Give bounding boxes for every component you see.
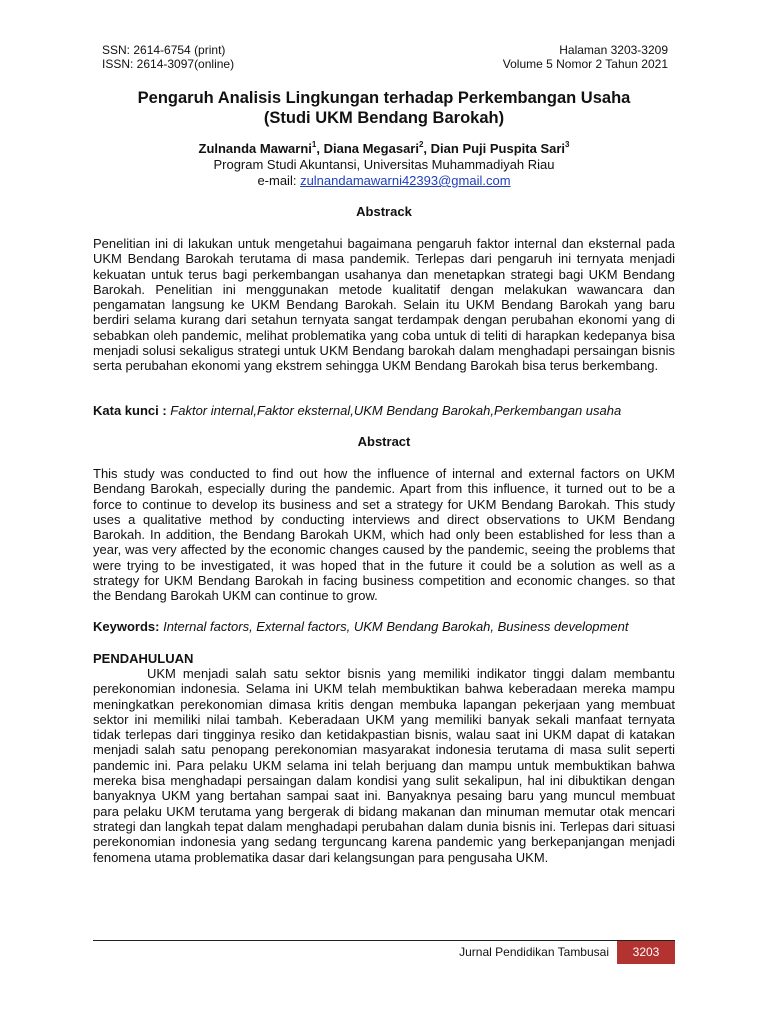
issn-print: SSN: 2614-6754 (print) [102, 43, 226, 57]
title-line-2: (Studi UKM Bendang Barokah) [263, 109, 505, 127]
author-1: Zulnanda Mawarni [198, 141, 312, 156]
pendahuluan-heading: PENDAHULUAN [93, 651, 194, 666]
header-issn [102, 43, 234, 71]
volume-issue: Volume 5 Nomor 2 Tahun 2021 [502, 57, 668, 71]
issn-online: ISSN: 2614-3097(online) [102, 57, 235, 71]
author-1-affil: 1 [311, 140, 317, 149]
author-2-affil: 2 [418, 140, 424, 149]
abstrak-heading: Abstrack [356, 204, 412, 219]
journal-name: Jurnal Pendidikan Tambusai [459, 945, 609, 959]
footer-rule [93, 940, 675, 941]
abstrak-body: Penelitian ini di lakukan untuk mengetahui bagaimana pengaruh faktor internal dan eksternal pada UKM Bendang Barokah terutama di masa pandemik. Terlepas dari pengaruh ini ternyata menjadi kekuatan untuk terus bagi perkembangan usahanya dan menetapkan strategi bagi UKM Bendang Barokah. Penelitian ini menggunakan metode kualitatif dengan melakukan wawancara dan pengamatan langsung ke UKM Bendang Barokah. Selain itu UKM Bendang Barokah yang baru berdiri selama kurang dari setahun ternyata sangat terdampak dengan perubahan ekonomi yang di sebabkan oleh pandemic, melihat problematika yang coba untuk di teliti di harapkan kedepanya bisa menjadi solusi sekaligus strategi untuk UKM Bendang barokah dalam menghadapi persaingan bisnis serta perubahan ekonomi yang ekstrem sehingga UKM Bendang Barokah bisa terus berkembang. [93, 236, 675, 374]
keywords-value: Internal factors, External factors, UKM Bendang Barokah, Business development [163, 619, 629, 634]
email-line [80, 173, 688, 189]
author-separator: , [316, 141, 324, 156]
author-3: Dian Puji Puspita Sari [430, 141, 566, 156]
kata-kunci-value: Faktor internal,Faktor eksternal,UKM Bendang Barokah,Perkembangan usaha [170, 403, 622, 418]
email-label: e-mail: [257, 173, 301, 188]
page-range: Halaman 3203-3209 [559, 43, 668, 57]
kata-kunci [93, 403, 683, 419]
email-link[interactable]: zulnandamawarni42393@gmail.com [300, 173, 511, 188]
affiliation: Program Studi Akuntansi, Universitas Muhammadiyah Riau [213, 157, 555, 172]
keywords [93, 619, 683, 635]
author-names [80, 141, 688, 157]
author-3-affil: 3 [565, 140, 570, 149]
author-block [80, 141, 688, 189]
abstract-body: This study was conducted to find out how the influence of internal and external factors on UKM Bendang Barokah, especially during the pandemic. Apart from this influence, it turned out to be a force to continue to develop its business and set a strategy for UKM Bendang Barokah. This study uses a qualitative method by conducting interviews and direct observations to UKM Bendang Barokah. In addition, the Bendang Barokah UKM, which had only been established for less than a year, was very affected by the economic changes caused by the pandemic, seeing the problems that were trying to be investigated, it was hoped that in the future it could be a solution as well as a strategy for UKM Bendang Barokah in facing business competition and economic changes. so that the Bendang Barokah UKM can continue to grow. [93, 466, 675, 604]
keywords-label: Keywords: [93, 619, 164, 634]
author-2: Diana Megasari [323, 141, 419, 156]
paper-title [80, 88, 688, 128]
page-number-badge: 3203 [617, 941, 675, 964]
author-separator: , [423, 141, 431, 156]
title-line-1: Pengaruh Analisis Lingkungan terhadap Perkembangan Usaha [137, 89, 631, 107]
header-volume-info [503, 43, 668, 71]
pendahuluan-body: UKM menjadi salah satu sektor bisnis yang memiliki indikator tinggi dalam membantu perekonomian indonesia. Selama ini UKM telah membuktikan bahwa keberadaan mereka mampu meningkatkan perekonomian dimasa kritis dengan membuka lapangan pekerjaan yang membuat sektor ini memiliki nilai tambah. Keberadaan UKM yang memiliki banyak sekali manfaat ternyata tidak terlepas dari tingginya resiko dan ketidakpastian bisnis, walau saat ini UKM dapat di katakan menjadi salah satu penopang perekonomian masyarakat indonesia terutama di masa sulit seperti pandemic ini. Para pelaku UKM selama ini telah berjuang dan mampu untuk membuktikan bahwa mereka bisa menghadapi persaingan dalam kondisi yang sulit sekalipun, hal ini dibuktikan dengan banyaknya UKM yang bertahan sampai saat ini. Banyaknya pesaing baru yang muncul membuat para pelaku UKM terutama yang bergerak di bidang makanan dan minuman memutar otak mencari strategi dan langkah tepat dalam menghadapi perubahan dalam dunia bisnis ini. Terlepas dari situasi perekonomian indonesia yang sedang terguncang karena pandemic yang berkepanjangan menjadi fenomena utama problematika dasar dari kelangsungan para pengusaha UKM. [93, 666, 675, 865]
abstract-heading: Abstract [357, 434, 411, 449]
kata-kunci-label: Kata kunci : [93, 403, 171, 418]
